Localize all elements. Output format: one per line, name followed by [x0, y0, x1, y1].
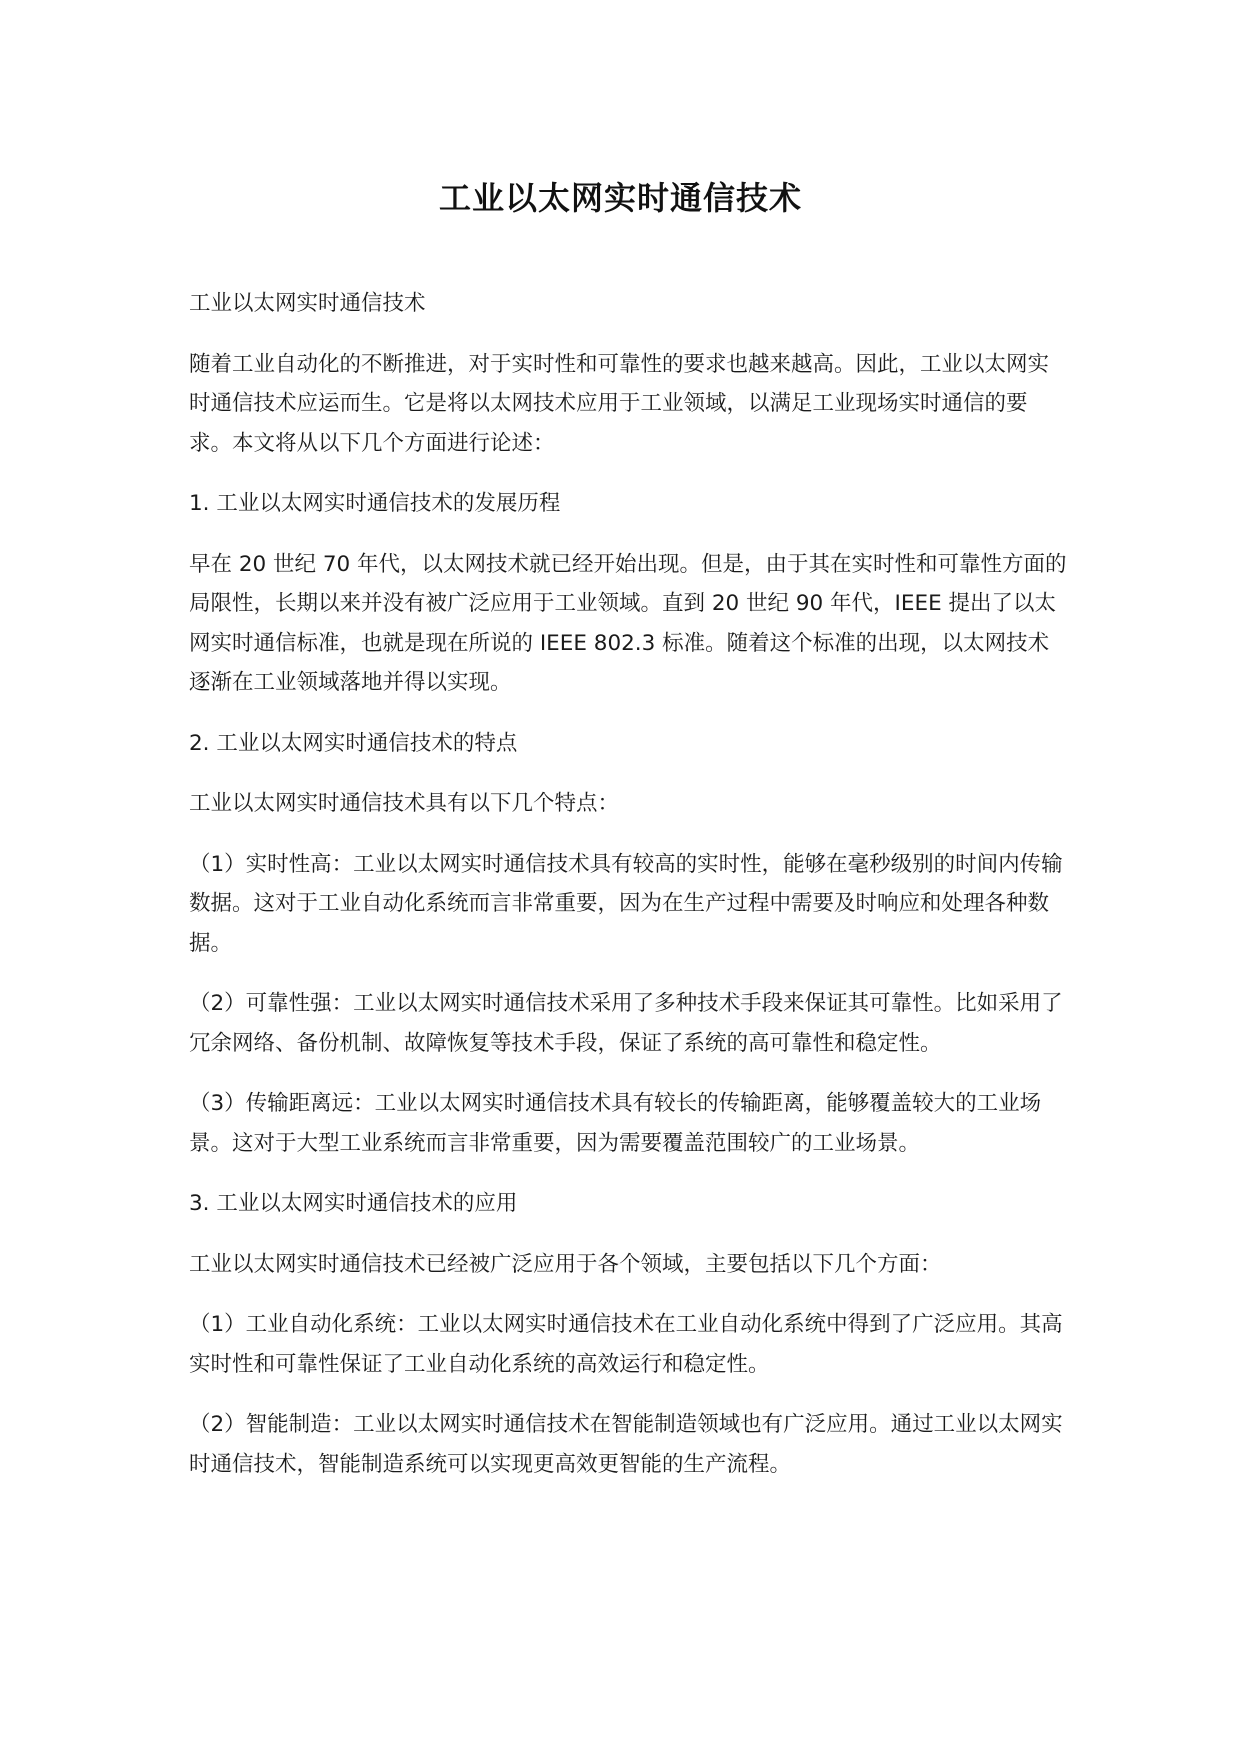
paragraph-feature-realtime: （1）实时性高：工业以太网实时通信技术具有较高的实时性，能够在毫秒级别的时间内传输数据。这对于工业自动化系统而言非常重要，因为在生产过程中需要及时响应和处理各种数据。	[189, 851, 1063, 956]
document-body	[189, 284, 1069, 1505]
paragraph-application-automation: （1）工业自动化系统：工业以太网实时通信技术在工业自动化系统中得到了广泛应用。其高实时性和可靠性保证了工业自动化系统的高效运行和稳定性。	[189, 1312, 1063, 1377]
document-title: 工业以太网实时通信技术	[438, 179, 802, 217]
section-heading-features: 2. 工业以太网实时通信技术的特点	[189, 730, 518, 756]
paragraph-subtitle: 工业以太网实时通信技术	[189, 291, 426, 316]
paragraph-feature-distance: （3）传输距离远：工业以太网实时通信技术具有较长的传输距离，能够覆盖较大的工业场景。这对于大型工业系统而言非常重要，因为需要覆盖范围较广的工业场景。	[189, 1091, 1042, 1156]
paragraph-application-smart-manufacturing: （2）智能制造：工业以太网实时通信技术在智能制造领域也有广泛应用。通过工业以太网实时通信技术，智能制造系统可以实现更高效更智能的生产流程。	[189, 1412, 1063, 1477]
paragraph-intro: 随着工业自动化的不断推进，对于实时性和可靠性的要求也越来越高。因此，工业以太网实时通信技术应运而生。它是将以太网技术应用于工业领域，以满足工业现场实时通信的要求。本文将从以下几个方面进行论述：	[189, 351, 1050, 456]
section-heading-applications: 3. 工业以太网实时通信技术的应用	[189, 1191, 518, 1216]
paragraph-applications-intro: 工业以太网实时通信技术已经被广泛应用于各个领域，主要包括以下几个方面：	[189, 1251, 942, 1277]
paragraph-feature-reliability: （2）可靠性强：工业以太网实时通信技术采用了多种技术手段来保证其可靠性。比如采用了冗余网络、备份机制、故障恢复等技术手段，保证了系统的高可靠性和稳定性。	[189, 991, 1063, 1056]
paragraph-history: 早在 20 世纪 70 年代，以太网技术就已经开始出现。但是，由于其在实时性和可靠性方面的局限性，长期以来并没有被广泛应用于工业领域。直到 20 世纪 90 年代，IEEE 提出了以太网实时通信标准，也就是现在所说的 IEEE 802.3 标准。随着这个标准的出现，以太网技术逐渐在工业领域落地并得以实现。	[189, 551, 1067, 695]
section-heading-history: 1. 工业以太网实时通信技术的发展历程	[189, 491, 561, 516]
paragraph-features-intro: 工业以太网实时通信技术具有以下几个特点：	[189, 791, 620, 816]
